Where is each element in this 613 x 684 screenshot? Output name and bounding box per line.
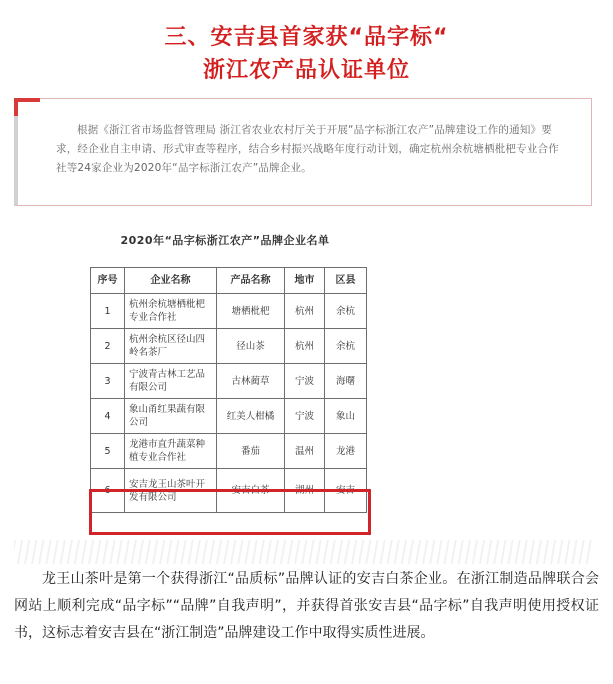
cell-county: 象山 xyxy=(325,399,367,434)
cell-product: 塘栖枇杷 xyxy=(217,294,285,329)
table-header-row xyxy=(91,268,367,294)
table-row xyxy=(91,434,367,469)
cell-county: 海曙 xyxy=(325,364,367,399)
header-county: 区县 xyxy=(325,268,367,294)
cell-county: 余杭 xyxy=(325,294,367,329)
table-row xyxy=(91,294,367,329)
cell-city: 湖州 xyxy=(285,469,325,513)
list-title: 2020年“品字标浙江农产”品牌企业名单 xyxy=(120,234,330,247)
cell-city: 杭州 xyxy=(285,294,325,329)
cell-city: 温州 xyxy=(285,434,325,469)
cell-index: 3 xyxy=(91,364,125,399)
cell-index: 5 xyxy=(91,434,125,469)
cell-company: 象山甬红果蔬有限公司 xyxy=(125,399,217,434)
cell-index: 1 xyxy=(91,294,125,329)
cell-product: 古林蔺草 xyxy=(217,364,285,399)
header-index: 序号 xyxy=(91,268,125,294)
header-city: 地市 xyxy=(285,268,325,294)
header-company: 企业名称 xyxy=(125,268,217,294)
table-row xyxy=(91,329,367,364)
highlight-box xyxy=(89,489,371,535)
cell-product: 径山茶 xyxy=(217,329,285,364)
cell-company: 杭州余杭塘栖枇杷专业合作社 xyxy=(125,294,217,329)
table-row xyxy=(91,364,367,399)
cell-city: 宁波 xyxy=(285,364,325,399)
cell-company: 杭州余杭区径山四岭名茶厂 xyxy=(125,329,217,364)
body-paragraph: 龙王山茶叶是第一个获得浙江“品质标”品牌认证的安吉白茶企业。在浙江制造品牌联合会网站上顺利完成“品字标”“品牌”自我声明”，并获得首张安吉县“品字标”自我声明使用授权证书，这标志着安吉县在“浙江制造”品牌建设工作中取得实质性进展。 xyxy=(14,571,599,641)
header-product: 产品名称 xyxy=(217,268,285,294)
section-title-line2: 浙江农产品认证单位 xyxy=(202,58,410,83)
image-fade-edge xyxy=(14,540,592,564)
cell-product: 安吉白茶 xyxy=(217,469,285,513)
cell-company: 宁波青古林工艺品有限公司 xyxy=(125,364,217,399)
cell-product: 红美人柑橘 xyxy=(217,399,285,434)
cell-index: 6 xyxy=(91,469,125,513)
section-title-line1: 三、安吉县首家获“品字标“ xyxy=(164,25,449,50)
notice-box xyxy=(14,98,592,206)
notice-accent-vertical xyxy=(14,98,18,116)
cell-city: 杭州 xyxy=(285,329,325,364)
cell-county: 余杭 xyxy=(325,329,367,364)
table-row xyxy=(91,399,367,434)
cell-city: 宁波 xyxy=(285,399,325,434)
cell-county: 龙港 xyxy=(325,434,367,469)
cell-product: 番茄 xyxy=(217,434,285,469)
cell-county: 安吉 xyxy=(325,469,367,513)
cell-index: 2 xyxy=(91,329,125,364)
enterprise-table xyxy=(90,267,367,513)
cell-company: 龙港市直升蔬菜种植专业合作社 xyxy=(125,434,217,469)
cell-index: 4 xyxy=(91,399,125,434)
notice-text: 根据《浙江省市场监督管理局 浙江省农业农村厅关于开展“品字标浙江农产”品牌建设工作的通知》要求，经企业自主申请、形式审查等程序，结合乡村振兴战略年度行动计划，确定杭州余杭塘栖枇杷专业合作社等24家企业为2020年“品字标浙江农产”品牌企业。 xyxy=(56,124,559,174)
cell-company: 安吉龙王山茶叶开发有限公司 xyxy=(125,469,217,513)
